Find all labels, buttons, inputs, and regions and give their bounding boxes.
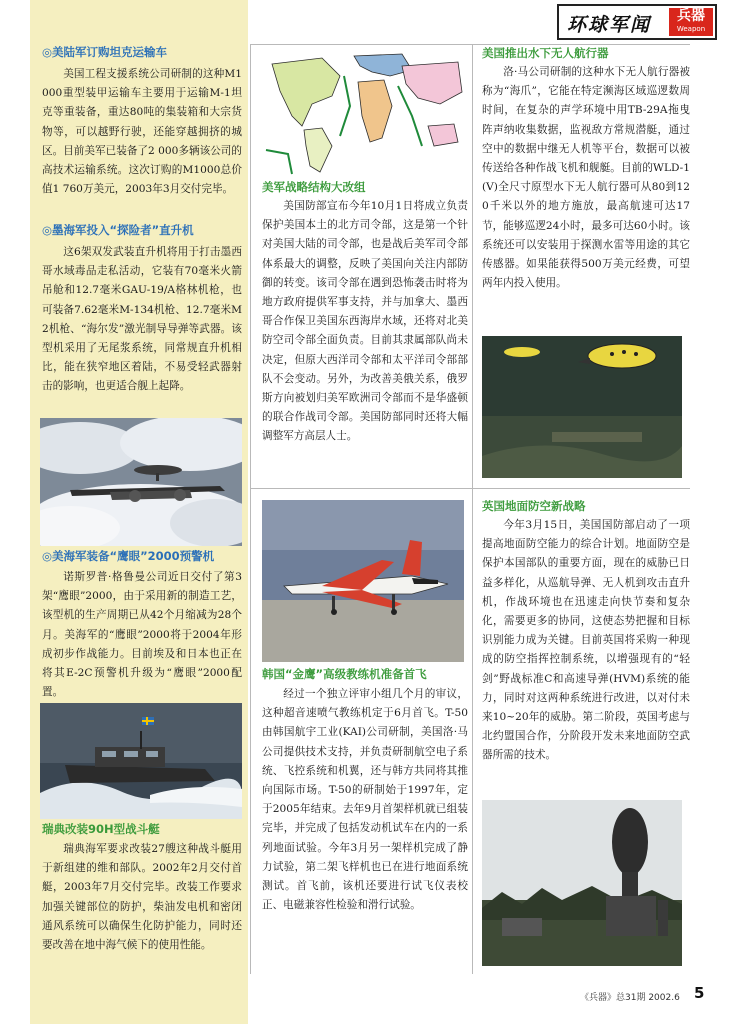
article-heading: 美军战略结构大改组 [262, 180, 366, 194]
t50-trainer-photo [262, 500, 464, 662]
uuv-photo [482, 336, 682, 478]
row-divider [250, 488, 690, 489]
article-mexico-helicopter [42, 222, 242, 397]
article-heading: 韩国“金鹰”高级教练机准备首飞 [262, 667, 427, 681]
masthead-title: 环球军闻 [567, 14, 652, 36]
article-us-command-restructure [262, 178, 468, 447]
article-heading: 瑞典改装90H型战斗艇 [42, 822, 160, 836]
article-heading: ◎美陆军订购坦克运输车 [42, 45, 168, 59]
article-body: 美国工程支援系统公司研制的这种M1000重型装甲运输车主要用于运输M-1坦克等重装备，重达80吨的集装箱和大宗货物等，可以越野行驶，还能穿越拥挤的城区。目前美军已装备了2 000多辆该公司的高技术运输系统。这次订购的M1000总价值1 760万美元，2003年3月交付完毕。 [42, 68, 242, 196]
column-divider [472, 44, 473, 974]
badge-sublabel: Weapon [676, 25, 706, 33]
weapon-badge [669, 8, 713, 36]
combat-boat-photo [40, 703, 242, 819]
article-body: 经过一个独立评审小组几个月的审议，这种超音速喷气教练机定于6月首飞。T-50由韩国航宇工业(KAI)公司研制，美国洛·马公司提供技术支持，并负责研制航空电子系统、飞控系统和机翼，还与韩方共同将其推向国际市场。T-50的研制始于1997年，定于2005年结束。去年9月首架样机就已组装完毕，并完成了包括发动机试车在内的一系列地面试验。今年3月另一架样机完成了静力试验，第二架飞样机也已在进行地面系统测试。首飞前，该机还要进行试飞仪表校正、电磁兼容性检验和滑行试验。 [262, 688, 468, 912]
article-body: 诺斯罗普·格鲁曼公司近日交付了第3架“鹰眼”2000，由于采用新的制造工艺，该型机的生产周期已从42个月缩减为28个月。美海军的“鹰眼”2000将于2004年形成初步作战能力。目前埃及和日本也正在将其E-2C预警机升级为“鹰眼”2000配置。 [42, 571, 242, 699]
article-us-army-tank-transport [42, 44, 242, 199]
article-uk-air-defence [482, 497, 690, 766]
magazine-issue: 《兵器》总31期 2002.6 [580, 993, 680, 1003]
article-body: 今年3月15日，美国国防部启动了一项提高地面防空能力的综合计划。地面防空是保护本国部队的重要方面，现在的威胁已日益多样化，从巡航导弹、无人机到攻击直升机，作战环境也在迅速走向快节奏和复杂化，需要更多的协同，这使态势把握和目标识别能力成为关键。目前英国将采购一种现成的防空指挥控制系统，以增强现有的“轻剑”野战标准C和高速导弹(HVM)系统的能力，同时对这两种系统进行改进，以对付未来10~20年的威胁。第二阶段，英国考虑与北约盟国合作，分阶段开发未来地面防空武器所需的技术。 [482, 519, 690, 762]
column-divider [250, 44, 251, 974]
article-swedish-combat-boat [42, 820, 242, 955]
article-us-uuv [482, 44, 690, 293]
article-body: 这6架双发武装直升机将用于打击墨西哥水域毒品走私活动，它装有70毫米火箭吊舱和12.7毫米GAU-19/A格林机枪，也可装备7.62毫米M-134机枪、12.7毫米M2机枪、“海尔发”激光制导导弹等武器。该型机采用了无尾浆系统，同常规直升机相比，能在狭窄地区着陆，不易受轻武器射击的影响，也更适合舰上起降。 [42, 246, 242, 393]
air-defence-system-photo [482, 800, 682, 966]
article-heading: 美国推出水下无人航行器 [482, 46, 609, 60]
article-hawkeye-2000 [42, 548, 242, 702]
article-body: 瑞典海军要求改装27艘这种战斗艇用于新组建的维和部队。2002年2月交付首艇，2003年7月交付完毕。改装工作要求加强关键部位的防护，柴油发电机和密闭通风系统可以确保生化防护能力，同时还要改善在地中海气候下的使用性能。 [42, 843, 242, 952]
badge-label: 兵器 [677, 8, 705, 24]
article-body: 洛·马公司研制的这种水下无人航行器被称为“海爪”，它能在特定濒海区域巡逻数周时间，在复杂的声学环境中用TB-29A拖曳阵声纳收集数据，监视敌方常规潜艇，通过空中的数据中继无人机等平台，数据可以被传送给各种作战飞机和舰艇。目前的WLD-1(V)全尺寸原型水下无人航行器可从80到120千米以外的地方施放，最高航速可达17节，能够巡逻24小时，最多可达60小时。该系统还可以安装用于探测水雷等用途的其它传感器。如果能获得500万美元经费，可望两年内投入使用。 [482, 66, 690, 290]
page-number: 5 [694, 984, 705, 1002]
hawkeye-photo [40, 418, 242, 546]
article-heading: 英国地面防空新战略 [482, 499, 586, 513]
article-body: 美国防部宣布今年10月1日将成立负责保护美国本土的北方司令部，这是第一个针对美国大陆的司令部，也是战后美军司令部体系最大的调整，反映了美国向关注内部防御的转变。该司令部在遇到恐怖袭击时将为地方政府提供军事支持，并与加拿大、墨西哥合作保卫美国东西海岸水域，还将对北美防空司令部全面负责。目前其隶属部队尚未决定，但原大西洋司令部和太平洋司令部部队不会变动。另外，为改善美俄关系，俄罗斯方向被划归美军欧洲司令部而不是华盛顿的联合作战司令部。美国防部同时还将大幅调整军方高层人士。 [262, 200, 468, 443]
world-map [262, 46, 468, 176]
article-korea-golden-eagle [262, 665, 468, 915]
masthead [557, 4, 717, 40]
article-heading: ◎美海军装备“鹰眼”2000预警机 [42, 549, 215, 563]
article-heading: ◎墨海军投入“探险者”直升机 [42, 223, 194, 237]
